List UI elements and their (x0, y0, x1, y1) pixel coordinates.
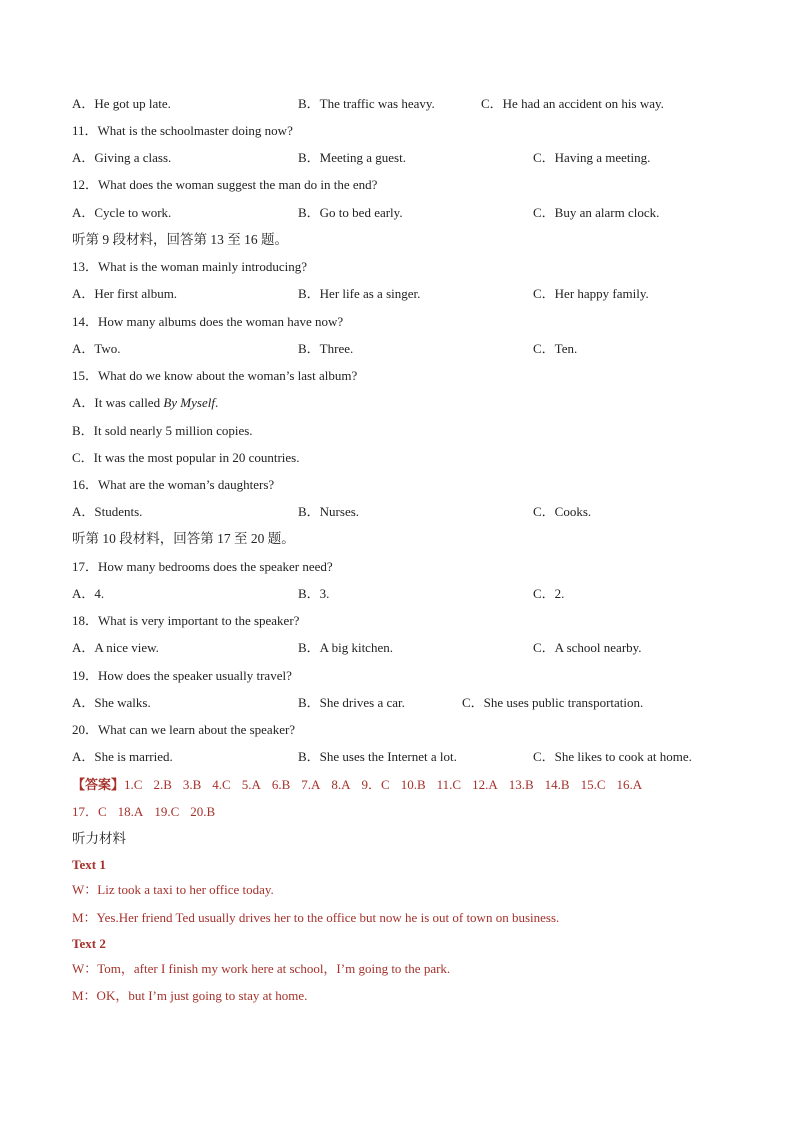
text-1-line-1: W：Liz took a taxi to her office today. (72, 882, 274, 897)
q16-option-a: A．Students. (72, 504, 143, 519)
q14-option-c: C．Ten. (533, 341, 578, 356)
q19-option-c: C．She uses public transportation. (462, 695, 644, 710)
answer-item: 17．C (72, 804, 107, 819)
q13-option-b: B．Her life as a singer. (298, 286, 421, 301)
section-10-heading: 听第 10 段材料，回答第 17 至 20 题。 (72, 531, 295, 546)
q15-stem: 15．What do we know about the woman’s last album? (72, 368, 358, 383)
q16-option-b: B．Nurses. (298, 504, 360, 519)
q18-option-b: B．A big kitchen. (298, 640, 393, 655)
answer-item: 16.A (616, 777, 643, 792)
text-2-line-1: W：Tom，after I finish my work here at school，I’m going to the park. (72, 961, 451, 976)
answer-item: 15.C (580, 777, 606, 792)
q15-option-b: B．It sold nearly 5 million copies. (72, 423, 253, 438)
q18-option-a: A．A nice view. (72, 640, 159, 655)
answer-item: 19.C (154, 804, 180, 819)
q20-option-a: A．She is married. (72, 749, 173, 764)
q20-stem: 20．What can we learn about the speaker? (72, 722, 296, 737)
answer-item: 8.A (331, 777, 351, 792)
q12-option-c: C．Buy an alarm clock. (533, 205, 660, 220)
q18-stem: 18．What is very important to the speaker? (72, 613, 300, 628)
q17-stem: 17．How many bedrooms does the speaker need? (72, 559, 333, 574)
q14-option-a: A．Two. (72, 341, 121, 356)
answer-item: 11.C (436, 777, 462, 792)
q13-stem: 13．What is the woman mainly introducing? (72, 259, 308, 274)
q13-option-c: C．Her happy family. (533, 286, 649, 301)
answer-item: 2.B (153, 777, 172, 792)
q11-option-a: A．Giving a class. (72, 150, 172, 165)
answer-item: 1.C (124, 777, 143, 792)
q12-option-b: B．Go to bed early. (298, 205, 403, 220)
q20-option-b: B．She uses the Internet a lot. (298, 749, 457, 764)
q10-option-b: B．The traffic was heavy. (298, 96, 435, 111)
q19-option-b: B．She drives a car. (298, 695, 405, 710)
answer-item: 20.B (190, 804, 216, 819)
q16-stem: 16．What are the woman’s daughters? (72, 477, 275, 492)
q20-option-c: C．She likes to cook at home. (533, 749, 692, 764)
q11-option-b: B．Meeting a guest. (298, 150, 406, 165)
answer-item: 18.A (117, 804, 144, 819)
answer-item: 7.A (301, 777, 321, 792)
text-2-title: Text 2 (72, 936, 106, 951)
text-2-line-2: M：OK，but I’m just going to stay at home. (72, 988, 308, 1003)
answer-label: 【答案】 (72, 777, 125, 792)
q12-option-a: A．Cycle to work. (72, 205, 172, 220)
text-1-title: Text 1 (72, 857, 106, 872)
q12-stem: 12．What does the woman suggest the man do in the end? (72, 177, 378, 192)
q11-option-c: C．Having a meeting. (533, 150, 651, 165)
listening-material-title: 听力材料 (72, 831, 126, 846)
q10-option-a: A．He got up late. (72, 96, 171, 111)
q19-option-a: A．She walks. (72, 695, 151, 710)
q19-stem: 19．How does the speaker usually travel? (72, 668, 292, 683)
q17-option-b: B．3. (298, 586, 330, 601)
q11-stem: 11．What is the schoolmaster doing now? (72, 123, 293, 138)
q10-option-c: C．He had an accident on his way. (481, 96, 664, 111)
answer-key-row-1 (72, 776, 653, 794)
q16-option-c: C．Cooks. (533, 504, 592, 519)
q14-stem: 14．How many albums does the woman have now? (72, 314, 344, 329)
q15-option-a-suffix: . (214, 395, 219, 410)
text-1-line-2: M：Yes.Her friend Ted usually drives her to the office but now he is out of town on business. (72, 910, 560, 925)
answer-item: 14.B (544, 777, 570, 792)
q15-option-a-prefix: A．It was called (72, 395, 164, 410)
q15-option-c: C．It was the most popular in 20 countries. (72, 450, 300, 465)
q15-album-title: By Myself (163, 395, 215, 410)
answer-item: 4.C (212, 777, 231, 792)
section-9-heading: 听第 9 段材料，回答第 13 至 16 题。 (72, 232, 288, 247)
answer-item: 10.B (400, 777, 426, 792)
answer-item: 9．C (361, 777, 390, 792)
q15-option-a (72, 394, 218, 412)
q17-option-c: C．2. (533, 586, 565, 601)
answer-item: 5.A (241, 777, 261, 792)
q17-option-a: A．4. (72, 586, 105, 601)
answer-key-row-2 (72, 803, 226, 821)
answer-item: 13.B (508, 777, 534, 792)
q18-option-c: C．A school nearby. (533, 640, 642, 655)
answer-item: 6.B (271, 777, 291, 792)
q13-option-a: A．Her first album. (72, 286, 178, 301)
q14-option-b: B．Three. (298, 341, 354, 356)
answer-item: 3.B (182, 777, 202, 792)
answer-item: 12.A (472, 777, 498, 792)
